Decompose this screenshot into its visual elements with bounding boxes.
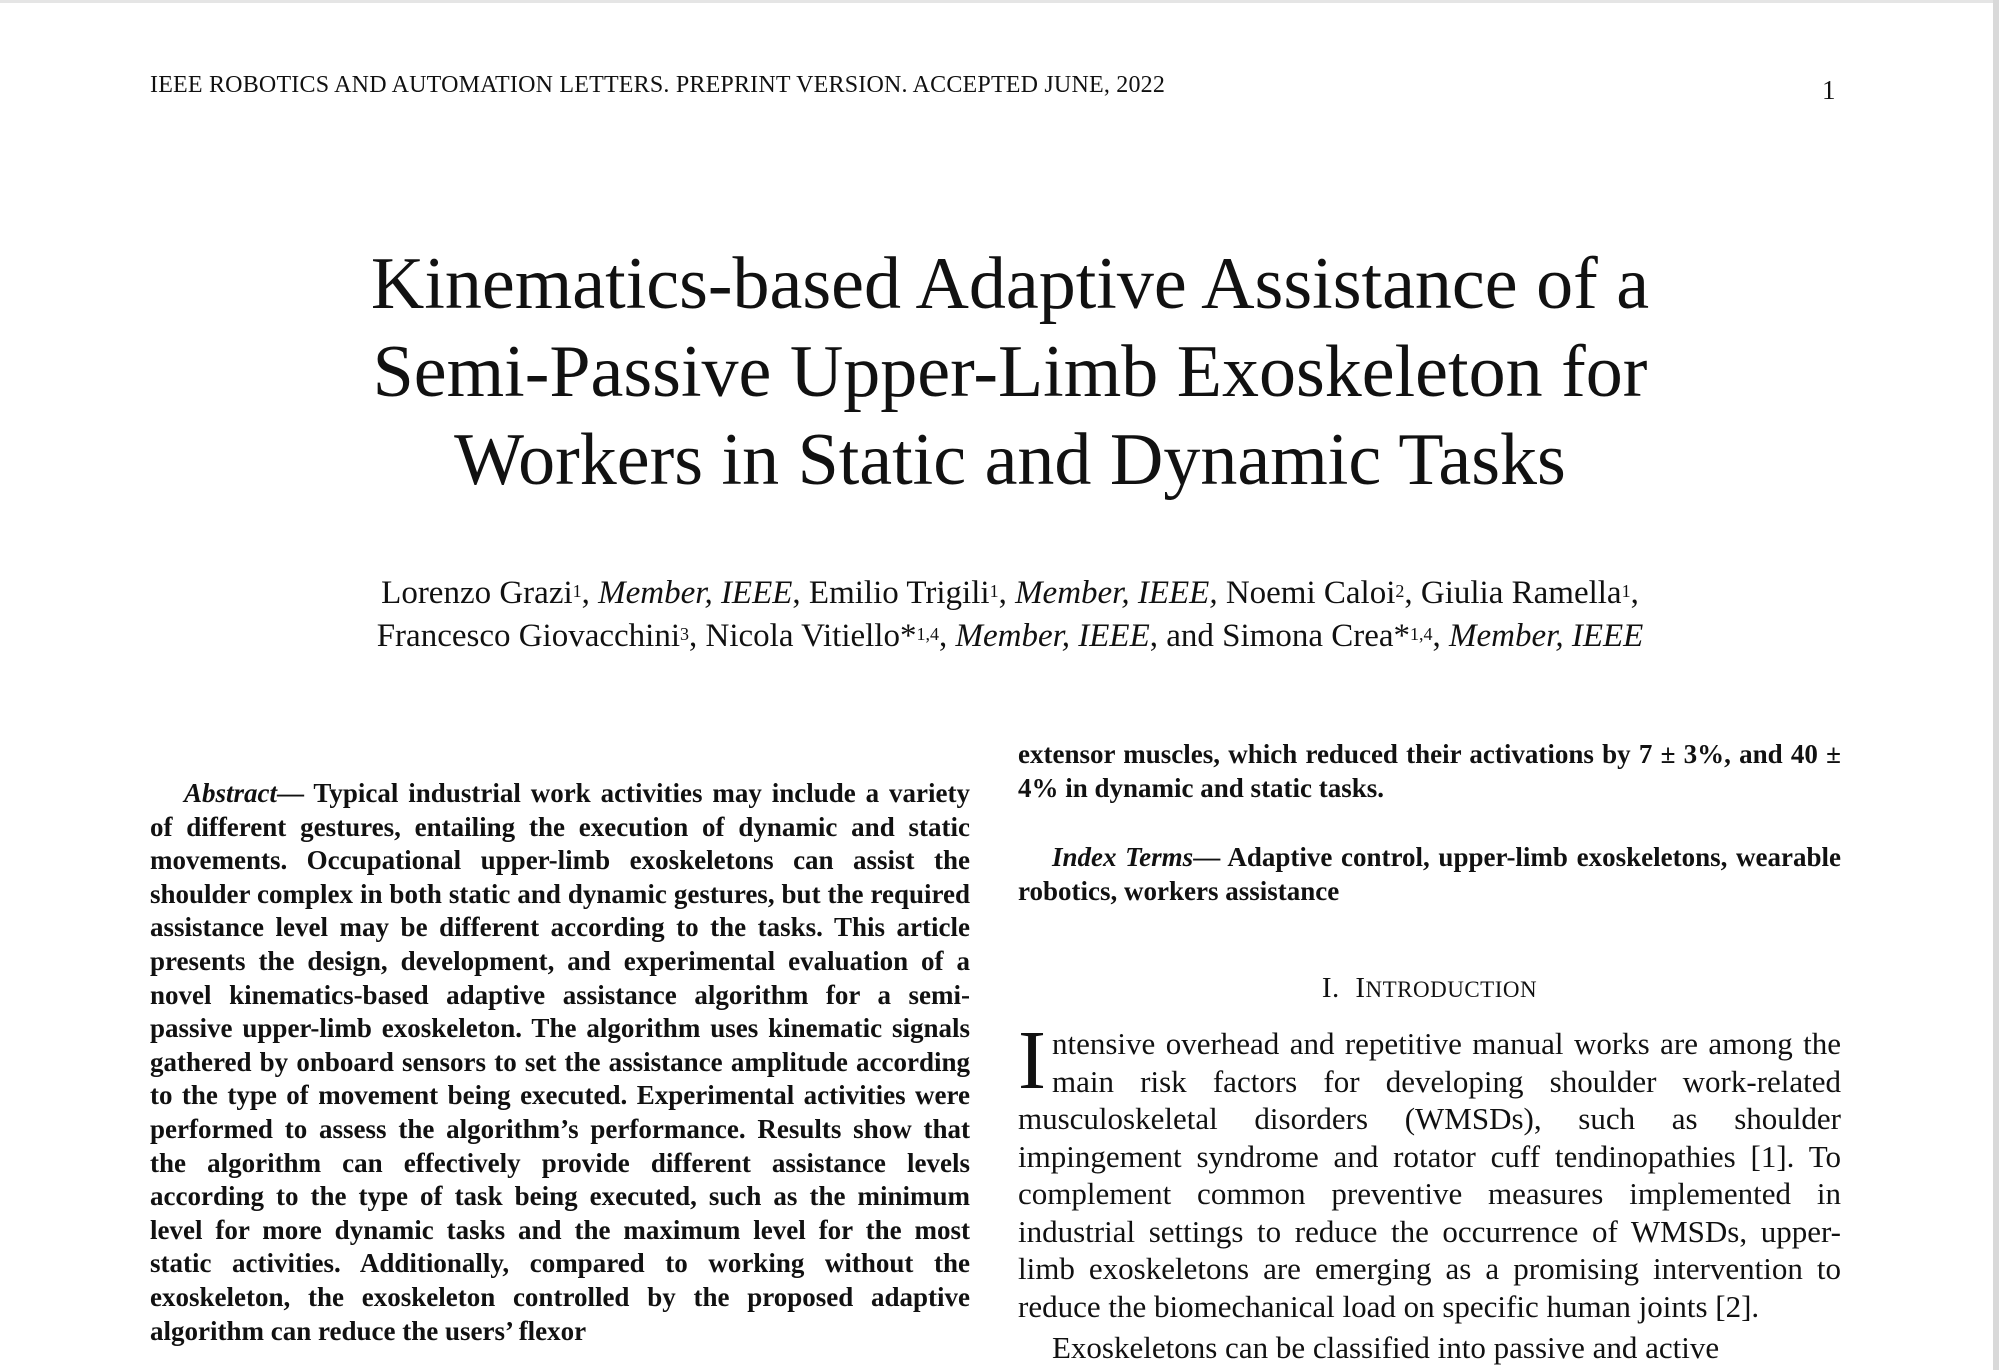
index-terms-label: Index Terms	[1052, 842, 1194, 873]
index-terms-dash: —	[1193, 842, 1228, 873]
author-name: Nicola Vitiello*	[705, 618, 917, 654]
section-number: I.	[1321, 972, 1340, 1005]
membership: Member, IEEE,	[1015, 575, 1218, 611]
section-title-initial: I	[1355, 972, 1366, 1005]
affiliation-mark: 2	[1395, 581, 1405, 601]
affiliation-mark: 1	[1621, 581, 1631, 601]
page-top-border	[0, 0, 1999, 3]
title-line: Workers in Static and Dynamic Tasks	[454, 419, 1566, 501]
author-list	[200, 572, 1820, 658]
author-line: Francesco Giovacchini$^3$, Nicola Vitiello*$^{1,4}$, Member, IEEE, and Simona Crea*$^{1,4}$, Member, IEEE	[376, 618, 1644, 654]
affiliation-mark: 1,4	[916, 624, 939, 644]
introduction-text: ntensive overhead and repetitive manual works are among the main risk factors for developing shoulder work-related musculoskeletal disorders (WMSDs), such as shoulder impingement syndrome and rotator cuff tendinopathies [1]. To complement common preventive measures implemented in industrial settings to reduce the occurrence of WMSDs, upper-limb exoskeletons are emerging as a promising intervention to reduce the biomechanical load on specific human joints [2].	[1018, 1026, 1841, 1324]
abstract-label: Abstract	[184, 778, 278, 808]
abstract-continuation: extensor muscles, which reduced their activations by 7 ± 3%, and 40 ± 4% in dynamic and static tasks.	[1018, 739, 1841, 803]
introduction-paragraph: Exoskeletons can be classified into passive and active	[1052, 1330, 1720, 1366]
membership: Member, IEEE	[1449, 618, 1644, 654]
author-name: Giulia Ramella	[1420, 575, 1622, 611]
section-title-rest: NTRODUCTION	[1365, 977, 1538, 1003]
author-name: Francesco Giovacchini	[376, 618, 681, 654]
author-line: Lorenzo Grazi$^1$, Member, IEEE, Emilio Trigili$^1$, Member, IEEE, Noemi Caloi$^2$, Giulia Ramella$^1$,	[381, 575, 1639, 611]
affiliation-mark: 1	[989, 581, 999, 601]
right-column	[1018, 738, 1841, 1370]
membership: Member, IEEE	[598, 575, 793, 611]
author-name: Noemi Caloi	[1225, 575, 1396, 611]
title-line: Kinematics-based Adaptive Assistance of a	[370, 243, 1650, 325]
paper-title	[200, 240, 1820, 504]
author-name: Emilio Trigili	[808, 575, 990, 611]
author-name: and Simona Crea*	[1166, 618, 1411, 654]
affiliation-mark: 1	[572, 581, 582, 601]
abstract-text: Typical industrial work activities may include a variety of different gestures, entailing the execution of dynamic and static movements. Occupational upper-limb exoskeletons can assist the shoulder complex in both static and dynamic gestures, but the required assistance level may be different according to the tasks. This article presents the design, development, and experimental evaluation of a novel kinematics-based adaptive assistance algorithm for a semi-passive upper-limb exoskeleton. The algorithm uses kinematic signals gathered by onboard sensors to set the assistance amplitude according to the type of movement being executed. Experimental activities were performed to assess the algorithm’s performance. Results show that the algorithm can effectively provide different assistance levels according to the type of task being executed, such as the minimum level for more dynamic tasks and the maximum level for the most static activities. Additionally, compared to working without the exoskeleton, the exoskeleton controlled by the proposed adaptive algorithm can reduce the users’ flexor	[150, 778, 970, 1346]
page-number: 1	[1822, 75, 1836, 105]
page-right-border	[1993, 0, 1999, 1370]
index-terms-text: Adaptive control, upper-limb exoskeletons, wearable robotics, workers assistance	[1018, 842, 1841, 906]
author-name: Lorenzo Grazi	[381, 575, 573, 611]
membership: Member, IEEE	[955, 618, 1150, 654]
title-line: Semi-Passive Upper-Limb Exoskeleton for	[372, 331, 1648, 413]
drop-cap: I	[1018, 1014, 1046, 1108]
abstract-dash: —	[277, 778, 314, 808]
index-terms	[1018, 841, 1841, 908]
abstract	[150, 777, 970, 1348]
left-column	[150, 777, 970, 1370]
section-heading-introduction	[1018, 971, 1841, 1007]
affiliation-mark: 1,4	[1410, 624, 1433, 644]
affiliation-mark: 3	[680, 624, 690, 644]
introduction-paragraph	[1018, 1014, 1841, 1325]
running-header: IEEE ROBOTICS AND AUTOMATION LETTERS. PREPRINT VERSION. ACCEPTED JUNE, 2022	[150, 72, 1166, 98]
